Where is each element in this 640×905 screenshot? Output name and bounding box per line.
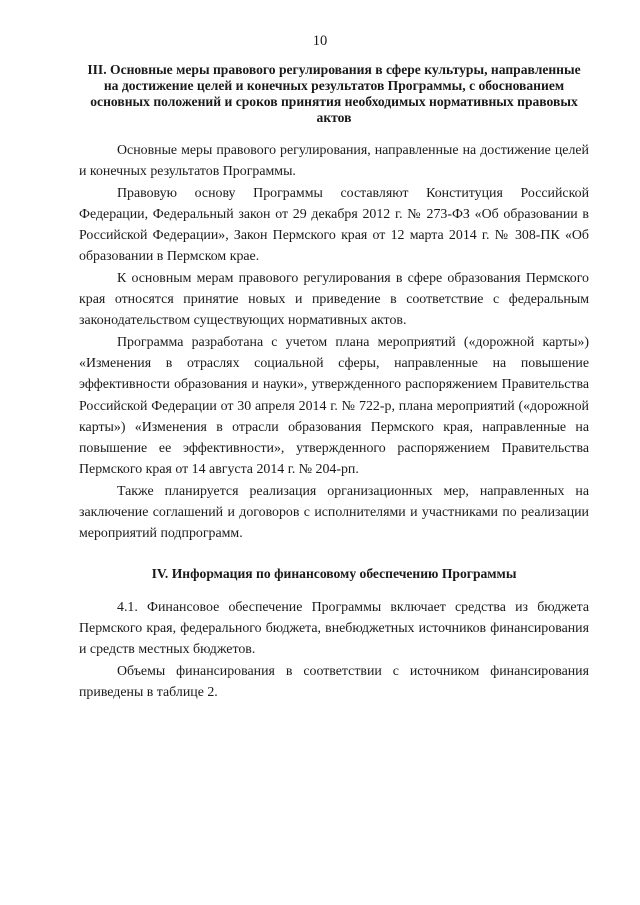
section-3-paragraph: Основные меры правового регулирования, направленные на достижение целей и конечных результатов Программы. [79, 143, 589, 180]
page-content [79, 62, 589, 703]
section-3 [79, 62, 589, 545]
section-4-heading: IV. Информация по финансовому обеспечению Программы [151, 565, 517, 581]
section-4-body [79, 597, 589, 703]
section-4-paragraph: Объемы финансирования в соответствии с источником финансирования приведены в таблице 2. [79, 663, 589, 700]
section-3-paragraph: Правовую основу Программы составляют Конституция Российской Федерации, Федеральный закон от 29 декабря 2012 г. № 273-ФЗ «Об образовании в Российской Федерации», Закон Пермского края от 12 марта 2014 г. № 308-ПК «Об образовании в Пермском крае. [79, 185, 589, 265]
section-3-body [79, 140, 589, 545]
section-4-paragraph: 4.1. Финансовое обеспечение Программы включает средства из бюджета Пермского края, федерального бюджета, внебюджетных источников финансирования и средств местных бюджетов. [79, 599, 589, 658]
section-3-paragraph: К основным мерам правового регулирования в сфере образования Пермского края относятся принятие новых и приведение в соответствие с федеральным законодательством существующих нормативных актов. [79, 270, 589, 329]
page-number: 10 [312, 33, 328, 49]
section-3-heading: III. Основные меры правового регулирования в сфере культуры, направленные на достижение целей и конечных результатов Программы, с обоснованием основных положений и сроков принятия необходимых нормативных правовых актов [87, 62, 581, 125]
section-3-paragraph: Также планируется реализация организационных мер, направленных на заключение соглашений и договоров с исполнителями и участниками по реализации мероприятий подпрограмм. [79, 483, 589, 542]
section-4 [79, 566, 589, 703]
section-3-paragraph: Программа разработана с учетом плана мероприятий («дорожной карты») «Изменения в отраслях социальной сферы, направленные на повышение эффективности образования и науки», утвержденного распоряжением Правительства Российской Федерации от 30 апреля 2014 г. № 722-р, плана мероприятий («дорожной карты») «Изменения в отрасли образования Пермского края, направленные на повышение ее эффективности», утвержденного распоряжением Правительства Пермского края от 14 августа 2014 г. № 204-рп. [79, 334, 589, 478]
